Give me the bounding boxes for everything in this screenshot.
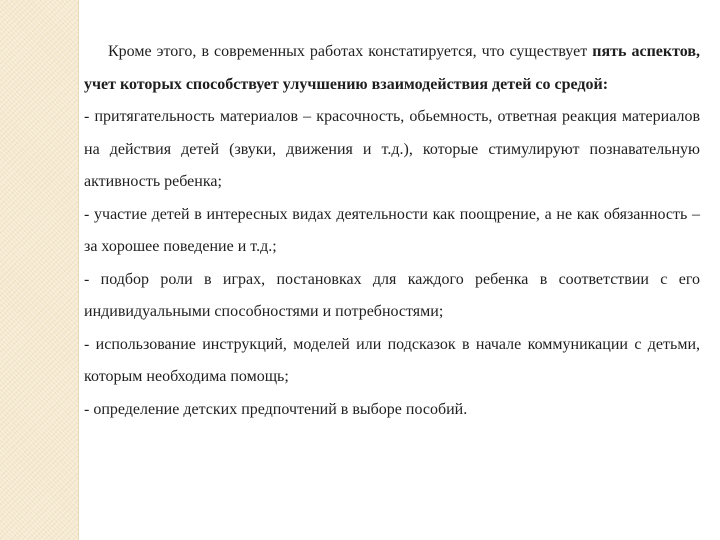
list-item: - подбор роли в играх, постановках для каждого ребенка в соответствии с его индивидуальными способностями и потребностями; <box>84 270 700 320</box>
intro-lead-text: Кроме этого, в современных работах констатируется, что существует <box>108 43 593 60</box>
document-body <box>84 36 700 426</box>
intro-paragraph <box>84 36 700 101</box>
list-item: - участие детей в интересных видах деятельности как поощрение, а не как обязанность – за хорошее поведение и т.д.; <box>84 205 700 255</box>
list-item: - использование инструкций, моделей или подсказок в начале коммуникации с детьми, которым необходима помощь; <box>84 335 700 385</box>
list-item: - определение детских предпочтений в выборе пособий. <box>84 400 468 418</box>
list-item: - притягательность материалов – красочность, обьемность, ответная реакция материалов на действия детей (звуки, движения и т.д.), которые стимулируют познавательную активность ребенка; <box>84 108 700 190</box>
decorative-side-band <box>0 0 79 540</box>
intro-bold-text: пять аспектов, учет которых способствует улучшению взаимодействия детей со средой: <box>84 43 701 93</box>
